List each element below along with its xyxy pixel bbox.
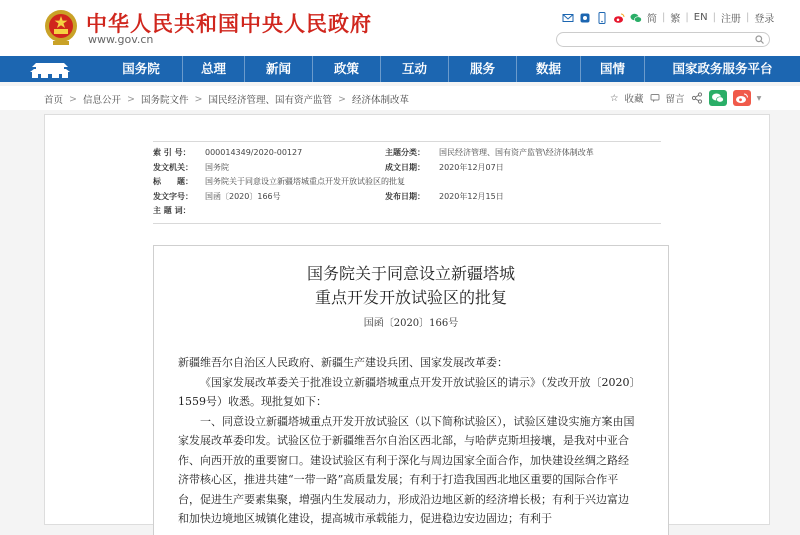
chevron-right-icon: > bbox=[194, 93, 203, 105]
breadcrumb-economic-reform[interactable]: 经济体制改革 bbox=[351, 95, 409, 106]
document-title-line: 重点开发开放试验区的批复 bbox=[314, 288, 507, 307]
weibo-share-icon[interactable] bbox=[733, 90, 751, 106]
nav-news[interactable]: 新闻 bbox=[244, 56, 312, 82]
mail-icon[interactable] bbox=[562, 12, 574, 24]
nav-national-info[interactable]: 国情 bbox=[580, 56, 644, 82]
meta-label: 成文日期： bbox=[385, 162, 425, 172]
nav-interaction[interactable]: 互动 bbox=[380, 56, 448, 82]
meta-docno-value: 国函〔2020〕166号 bbox=[205, 191, 281, 201]
document-text bbox=[154, 329, 668, 529]
meta-title-value: 国务院关于同意设立新疆塔城重点开发开放试验区的批复 bbox=[205, 177, 405, 186]
meta-row bbox=[153, 146, 661, 161]
weibo-icon[interactable] bbox=[613, 12, 625, 24]
link-simplified[interactable]: 简 bbox=[647, 14, 657, 25]
document-number: 国函〔2020〕166号 bbox=[363, 318, 459, 329]
breadcrumb-state-council-docs[interactable]: 国务院文件 bbox=[140, 95, 189, 106]
content-card bbox=[44, 114, 770, 525]
main-nav bbox=[0, 56, 800, 82]
share-icon[interactable] bbox=[691, 92, 703, 104]
nav-service[interactable]: 服务 bbox=[448, 56, 516, 82]
page-tools bbox=[610, 90, 761, 106]
meta-category-value: 国民经济管理、国有资产监管\经济体制改革 bbox=[439, 148, 594, 157]
meta-label: 标 题： bbox=[153, 177, 193, 186]
link-register[interactable]: 注册 bbox=[720, 14, 741, 25]
nav-data[interactable]: 数据 bbox=[516, 56, 580, 82]
chevron-right-icon: > bbox=[127, 93, 135, 105]
star-icon[interactable]: ☆ bbox=[610, 92, 619, 104]
national-emblem-icon[interactable] bbox=[44, 8, 78, 46]
site-url[interactable]: www.gov.cn bbox=[88, 33, 154, 46]
mobile-icon[interactable] bbox=[596, 12, 608, 24]
link-login[interactable]: 登录 bbox=[754, 14, 775, 25]
more-icon[interactable]: ▾ bbox=[756, 92, 762, 104]
breadcrumb bbox=[44, 92, 409, 106]
nav-state-council[interactable]: 国务院 bbox=[122, 61, 160, 76]
document-title-line: 国务院关于同意设立新疆塔城 bbox=[306, 264, 515, 283]
document-metadata bbox=[153, 141, 661, 224]
meta-label: 主题分类： bbox=[385, 148, 425, 157]
divider: | bbox=[745, 12, 750, 23]
site-title[interactable]: 中华人民共和国中央人民政府 bbox=[86, 12, 372, 36]
app-icon[interactable] bbox=[579, 12, 591, 24]
meta-label: 发文字号： bbox=[153, 191, 193, 201]
nav-gov-service-platform[interactable]: 国家政务服务平台 bbox=[644, 56, 800, 82]
document-title bbox=[154, 262, 668, 310]
breadcrumb-info-public[interactable]: 信息公开 bbox=[82, 95, 121, 106]
divider: | bbox=[662, 12, 666, 23]
search-input[interactable] bbox=[556, 32, 770, 47]
link-english[interactable]: EN bbox=[693, 12, 708, 23]
meta-published-value: 2020年12月15日 bbox=[439, 191, 504, 201]
site-header bbox=[0, 0, 800, 56]
document-paragraph: 一、同意设立新疆塔城重点开发开放试验区（以下简称试验区），试验区建设实施方案由国家发展改革委印发。试验区位于新疆维吾尔自治区西北部，与哈萨克斯坦接壤，是我对中亚合作、向西开放的重要窗口。建设试验区有利于深化与周边国家全面合作，加快建设丝绸之路经济带核心区，推进共建“一带一路”高质量发展；有利于打造我国西北地区重要的国际合作平台，促进生产要素集聚，增强内生发展动力，形成沿边地区新的经济增长极；有利于兴边富边和加快边境地区城镇化建设，提高城市承载能力，促进稳边安边固边；有利于 bbox=[178, 414, 635, 525]
divider: | bbox=[685, 12, 689, 23]
chevron-right-icon: > bbox=[69, 93, 77, 105]
search-icon[interactable] bbox=[755, 35, 764, 44]
collect-link[interactable]: 收藏 bbox=[624, 94, 644, 105]
chevron-right-icon: > bbox=[337, 93, 346, 105]
nav-policy[interactable]: 政策 bbox=[312, 56, 380, 82]
breadcrumb-bar bbox=[0, 86, 800, 110]
meta-row bbox=[153, 190, 661, 205]
breadcrumb-home[interactable]: 首页 bbox=[44, 95, 64, 106]
comment-link[interactable]: 留言 bbox=[665, 94, 685, 105]
meta-label: 索 引 号： bbox=[153, 148, 191, 157]
nav-premier[interactable]: 总理 bbox=[182, 56, 244, 82]
wechat-icon[interactable] bbox=[630, 12, 642, 24]
header-links bbox=[562, 10, 774, 25]
meta-row bbox=[153, 175, 661, 190]
meta-written-value: 2020年12月07日 bbox=[439, 162, 504, 172]
document-paragraph: 《国家发展改革委关于批准设立新疆塔城重点开发开放试验区的请示》（发改开放〔2020〕1559号）收悉。现批复如下： bbox=[178, 375, 635, 408]
wechat-share-icon[interactable] bbox=[709, 90, 727, 106]
meta-label: 发文机关： bbox=[153, 162, 193, 172]
meta-row bbox=[153, 161, 661, 176]
comment-icon[interactable] bbox=[650, 93, 660, 103]
meta-label: 主 题 词： bbox=[153, 206, 191, 215]
breadcrumb-economy-management[interactable]: 国民经济管理、国有资产监管 bbox=[208, 95, 332, 106]
link-traditional[interactable]: 繁 bbox=[670, 14, 681, 25]
divider: | bbox=[712, 12, 716, 23]
document-body bbox=[153, 245, 669, 535]
meta-row bbox=[153, 204, 661, 219]
meta-issuer-value: 国务院 bbox=[205, 162, 229, 172]
meta-label: 发布日期： bbox=[385, 191, 425, 201]
tiananmen-icon bbox=[0, 56, 100, 82]
meta-index-value: 000014349/2020-00127 bbox=[205, 148, 303, 157]
document-salutation: 新疆维吾尔自治区人民政府、新疆生产建设兵团、国家发展改革委： bbox=[178, 356, 508, 369]
